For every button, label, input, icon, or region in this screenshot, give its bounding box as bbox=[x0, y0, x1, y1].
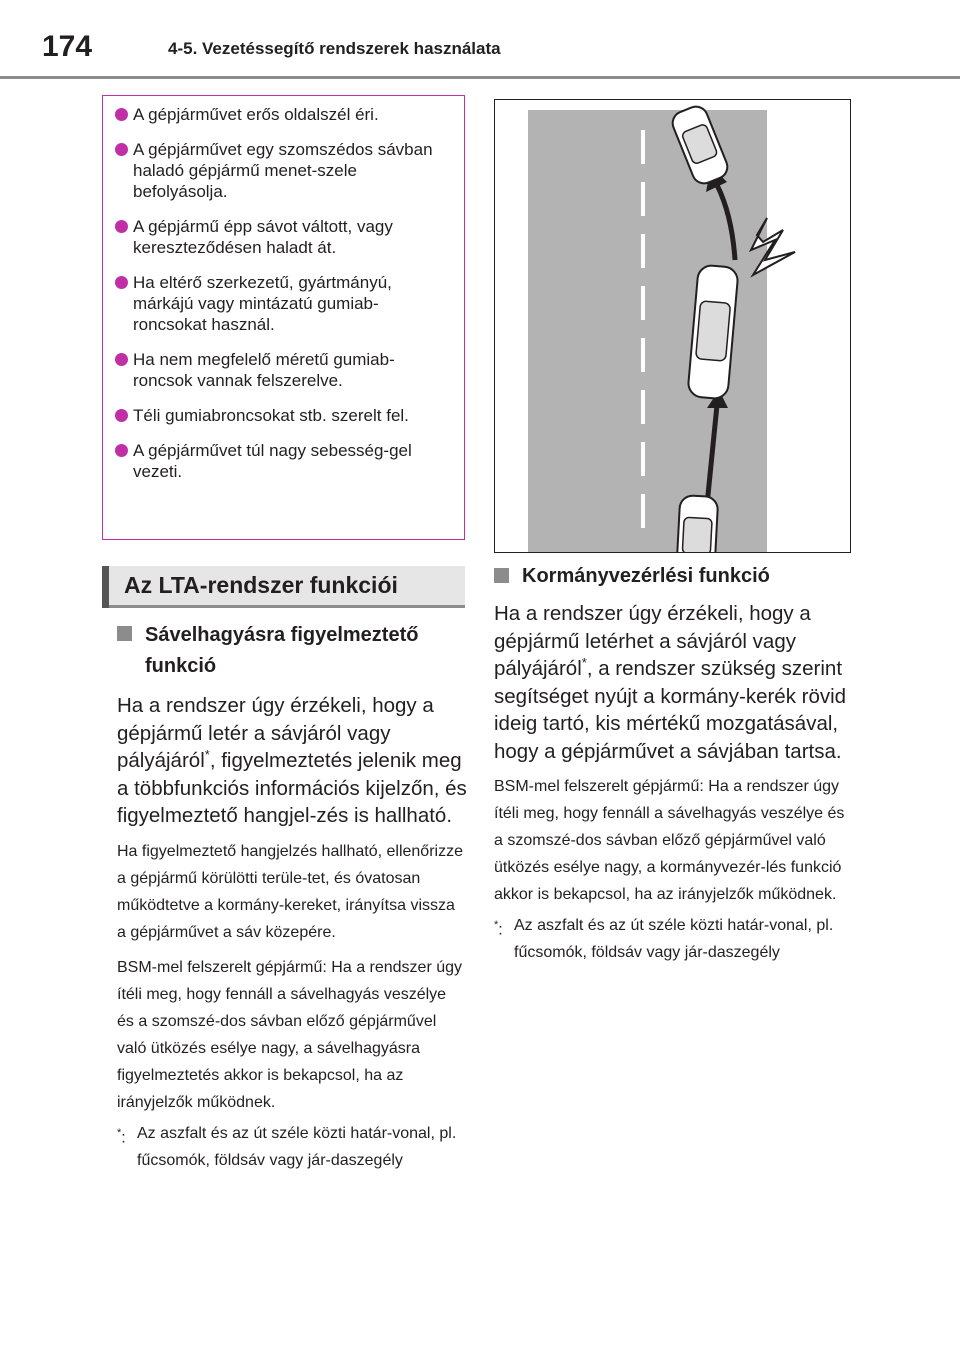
bullet-icon bbox=[115, 409, 128, 422]
page-number: 174 bbox=[42, 30, 93, 63]
page-header bbox=[0, 0, 960, 78]
lane-departure-bsm: BSM-mel felszerelt gépjármű: Ha a rendszer úgy ítéli meg, hogy fennáll a sávelhagyás veszélye és a szomszé-dos sávban előző gépjárművel való ütközés esélye nagy, a sávelhagyásra figyelmeztetés akkor is bekapcsol, ha az irányjelzők működnek. bbox=[117, 958, 463, 1111]
bullet-icon bbox=[115, 108, 128, 121]
square-bullet-icon bbox=[117, 626, 132, 641]
lane-departure-section bbox=[117, 620, 467, 1174]
bullet-icon bbox=[115, 220, 128, 233]
bullet-icon bbox=[115, 444, 128, 457]
condition-item: Téli gumiabroncsokat stb. szerelt fel. bbox=[115, 405, 446, 426]
steering-control-section bbox=[494, 562, 854, 966]
heading-bar bbox=[102, 566, 109, 608]
section-title: 4-5. Vezetéssegítő rendszerek használata bbox=[168, 39, 501, 58]
condition-item: A gépjárművet egy szomszédos sávban haladó gépjármű menet-szele befolyásolja. bbox=[115, 139, 446, 202]
lane-departure-body: Ha figyelmeztető hangjelzés hallható, ellenőrizze a gépjármű körülötti terüle-tet, és óvatosan működtetve a kormány-kereket, irányítsa vissza a gépjárművet a sáv közepére. bbox=[117, 842, 463, 941]
condition-item: A gépjármű épp sávot váltott, vagy kereszteződésen haladt át. bbox=[115, 216, 446, 258]
header-divider bbox=[0, 76, 960, 79]
steering-control-title: Kormányvezérlési funkció bbox=[494, 562, 854, 590]
condition-item: A gépjárművet túl nagy sebesség-gel vezeti. bbox=[115, 440, 446, 482]
lane-departure-lead: Ha a rendszer úgy érzékeli, hogy a gépjármű letér a sávjáról vagy pályájáról*, figyelmeztetés jelenik meg a többfunkciós információs kijelzőn, és figyelmeztető hangjel-zés is hallható. bbox=[117, 694, 467, 827]
bullet-icon bbox=[115, 276, 128, 289]
square-bullet-icon bbox=[494, 568, 509, 583]
condition-item: A gépjárművet erős oldalszél éri. bbox=[115, 104, 446, 125]
lane-assist-illustration bbox=[494, 99, 851, 553]
steering-control-lead: Ha a rendszer úgy érzékeli, hogy a gépjármű letérhet a sávjáról vagy pályájáról*, a rendszer szükség szerint segítséget nyújt a kormány-kerék rövid ideig tartó, kis mértékű mozgatásával, hogy a gépjárművet a sávjában tartsa. bbox=[494, 602, 847, 763]
lta-section-heading: Az LTA-rendszer funkciói bbox=[102, 566, 465, 608]
steering-control-bsm: BSM-mel felszerelt gépjármű: Ha a rendszer úgy ítéli meg, hogy fennáll a sávelhagyás veszélye és a szomszé-dos sávban előző gépjárművel való ütközés esélye nagy, a kormányvezér-lés funkció akkor is bekapcsol, ha az irányjelzők működnek. bbox=[494, 778, 845, 903]
conditions-box bbox=[102, 95, 465, 540]
car-icon bbox=[676, 495, 719, 553]
bullet-icon bbox=[115, 353, 128, 366]
lane-departure-title: Sávelhagyásra figyelmeztető funkció bbox=[117, 620, 467, 682]
condition-item: Ha eltérő szerkezetű, gyártmányú, márkájú vagy mintázatú gumiab-roncsokat használ. bbox=[115, 272, 446, 335]
condition-item: Ha nem megfelelő méretű gumiab-roncsok vannak felszerelve. bbox=[115, 349, 446, 391]
road-edge-line bbox=[525, 110, 528, 553]
footnote: *: Az aszfalt és az út széle közti határ-vonal, pl. fűcsomók, földsáv vagy jár-daszegély bbox=[494, 917, 834, 961]
road-edge-line bbox=[767, 110, 770, 553]
bullet-icon bbox=[115, 143, 128, 156]
footnote: *: Az aszfalt és az út széle közti határ-vonal, pl. fűcsomók, földsáv vagy jár-daszegély bbox=[117, 1124, 457, 1169]
